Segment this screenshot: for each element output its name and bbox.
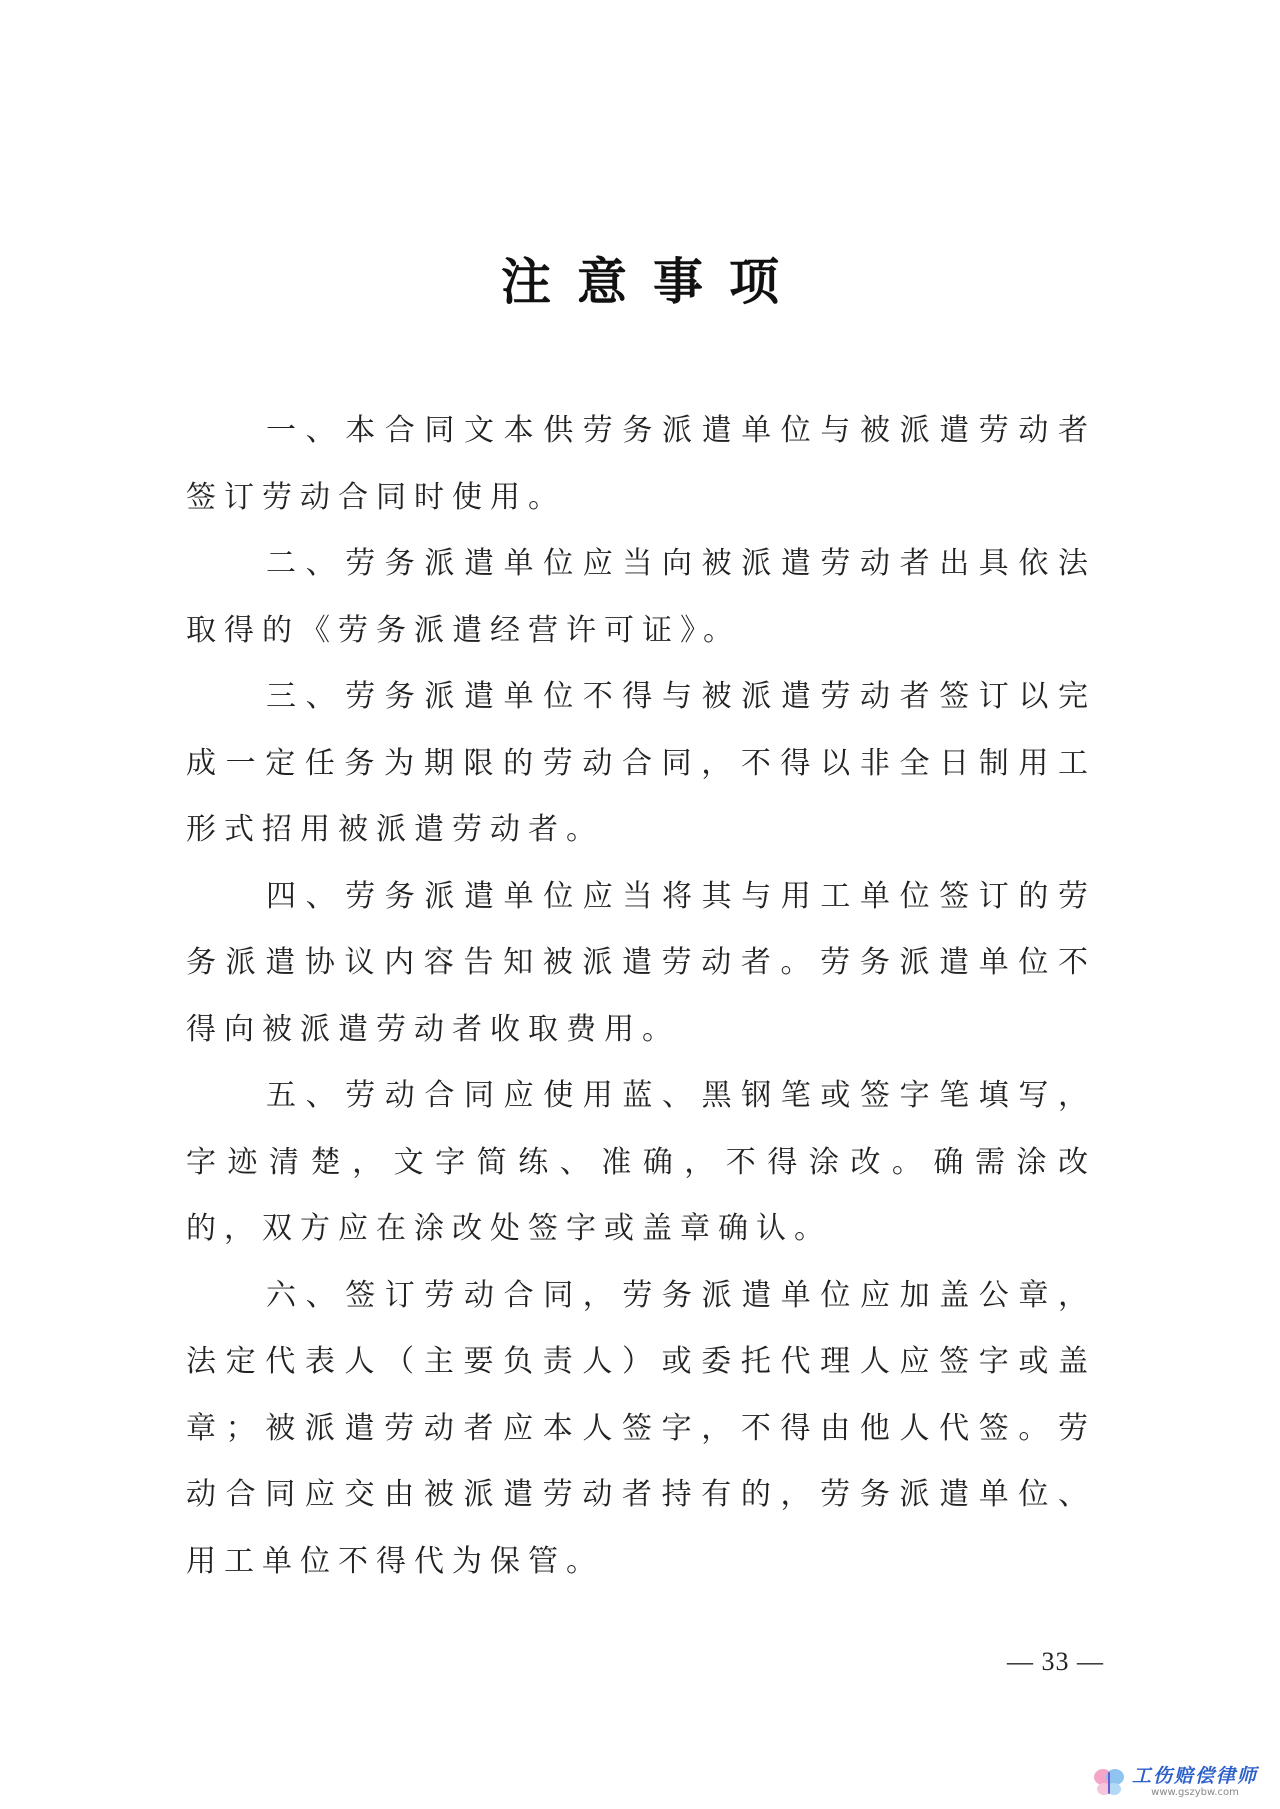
- page-title: 注意事项: [501, 253, 805, 311]
- notice-item-2: 二、劳务派遣单位应当向被派遣劳动者出具依法取得的《劳务派遣经营许可证》。: [186, 546, 1096, 648]
- butterfly-logo-icon: [1092, 1765, 1126, 1799]
- notice-item-4: 四、劳务派遣单位应当将其与用工单位签订的劳务派遣协议内容告知被派遣劳动者。劳务派遣单位不得向被派遣劳动者收取费用。: [186, 878, 1096, 1047]
- watermark-site-name: 工伤赔偿律师: [1131, 1765, 1258, 1787]
- page-number: — 33 —: [1007, 1647, 1104, 1676]
- notice-item-5: 五、劳动合同应使用蓝、黑钢笔或签字笔填写，字迹清楚，文字简练、准确，不得涂改。确需涂改的，双方应在涂改处签字或盖章确认。: [186, 1078, 1096, 1246]
- notice-item-3: 三、劳务派遣单位不得与被派遣劳动者签订以完成一定任务为期限的劳动合同，不得以非全日制用工形式招用被派遣劳动者。: [186, 679, 1096, 847]
- notice-item-1: 一、本合同文本供劳务派遣单位与被派遣劳动者签订劳动合同时使用。: [186, 413, 1096, 515]
- site-watermark: [1092, 1765, 1258, 1799]
- watermark-url: www.gszybw.com: [1151, 1787, 1239, 1798]
- notice-item-6: 六、签订劳动合同，劳务派遣单位应加盖公章，法定代表人（主要负责人）或委托代理人应签字或盖章；被派遣劳动者应本人签字，不得由他人代签。劳动合同应交由被派遣劳动者持有的，劳务派遣单位、用工单位不得代为保管。: [186, 1277, 1096, 1579]
- notice-body: [186, 398, 1096, 1595]
